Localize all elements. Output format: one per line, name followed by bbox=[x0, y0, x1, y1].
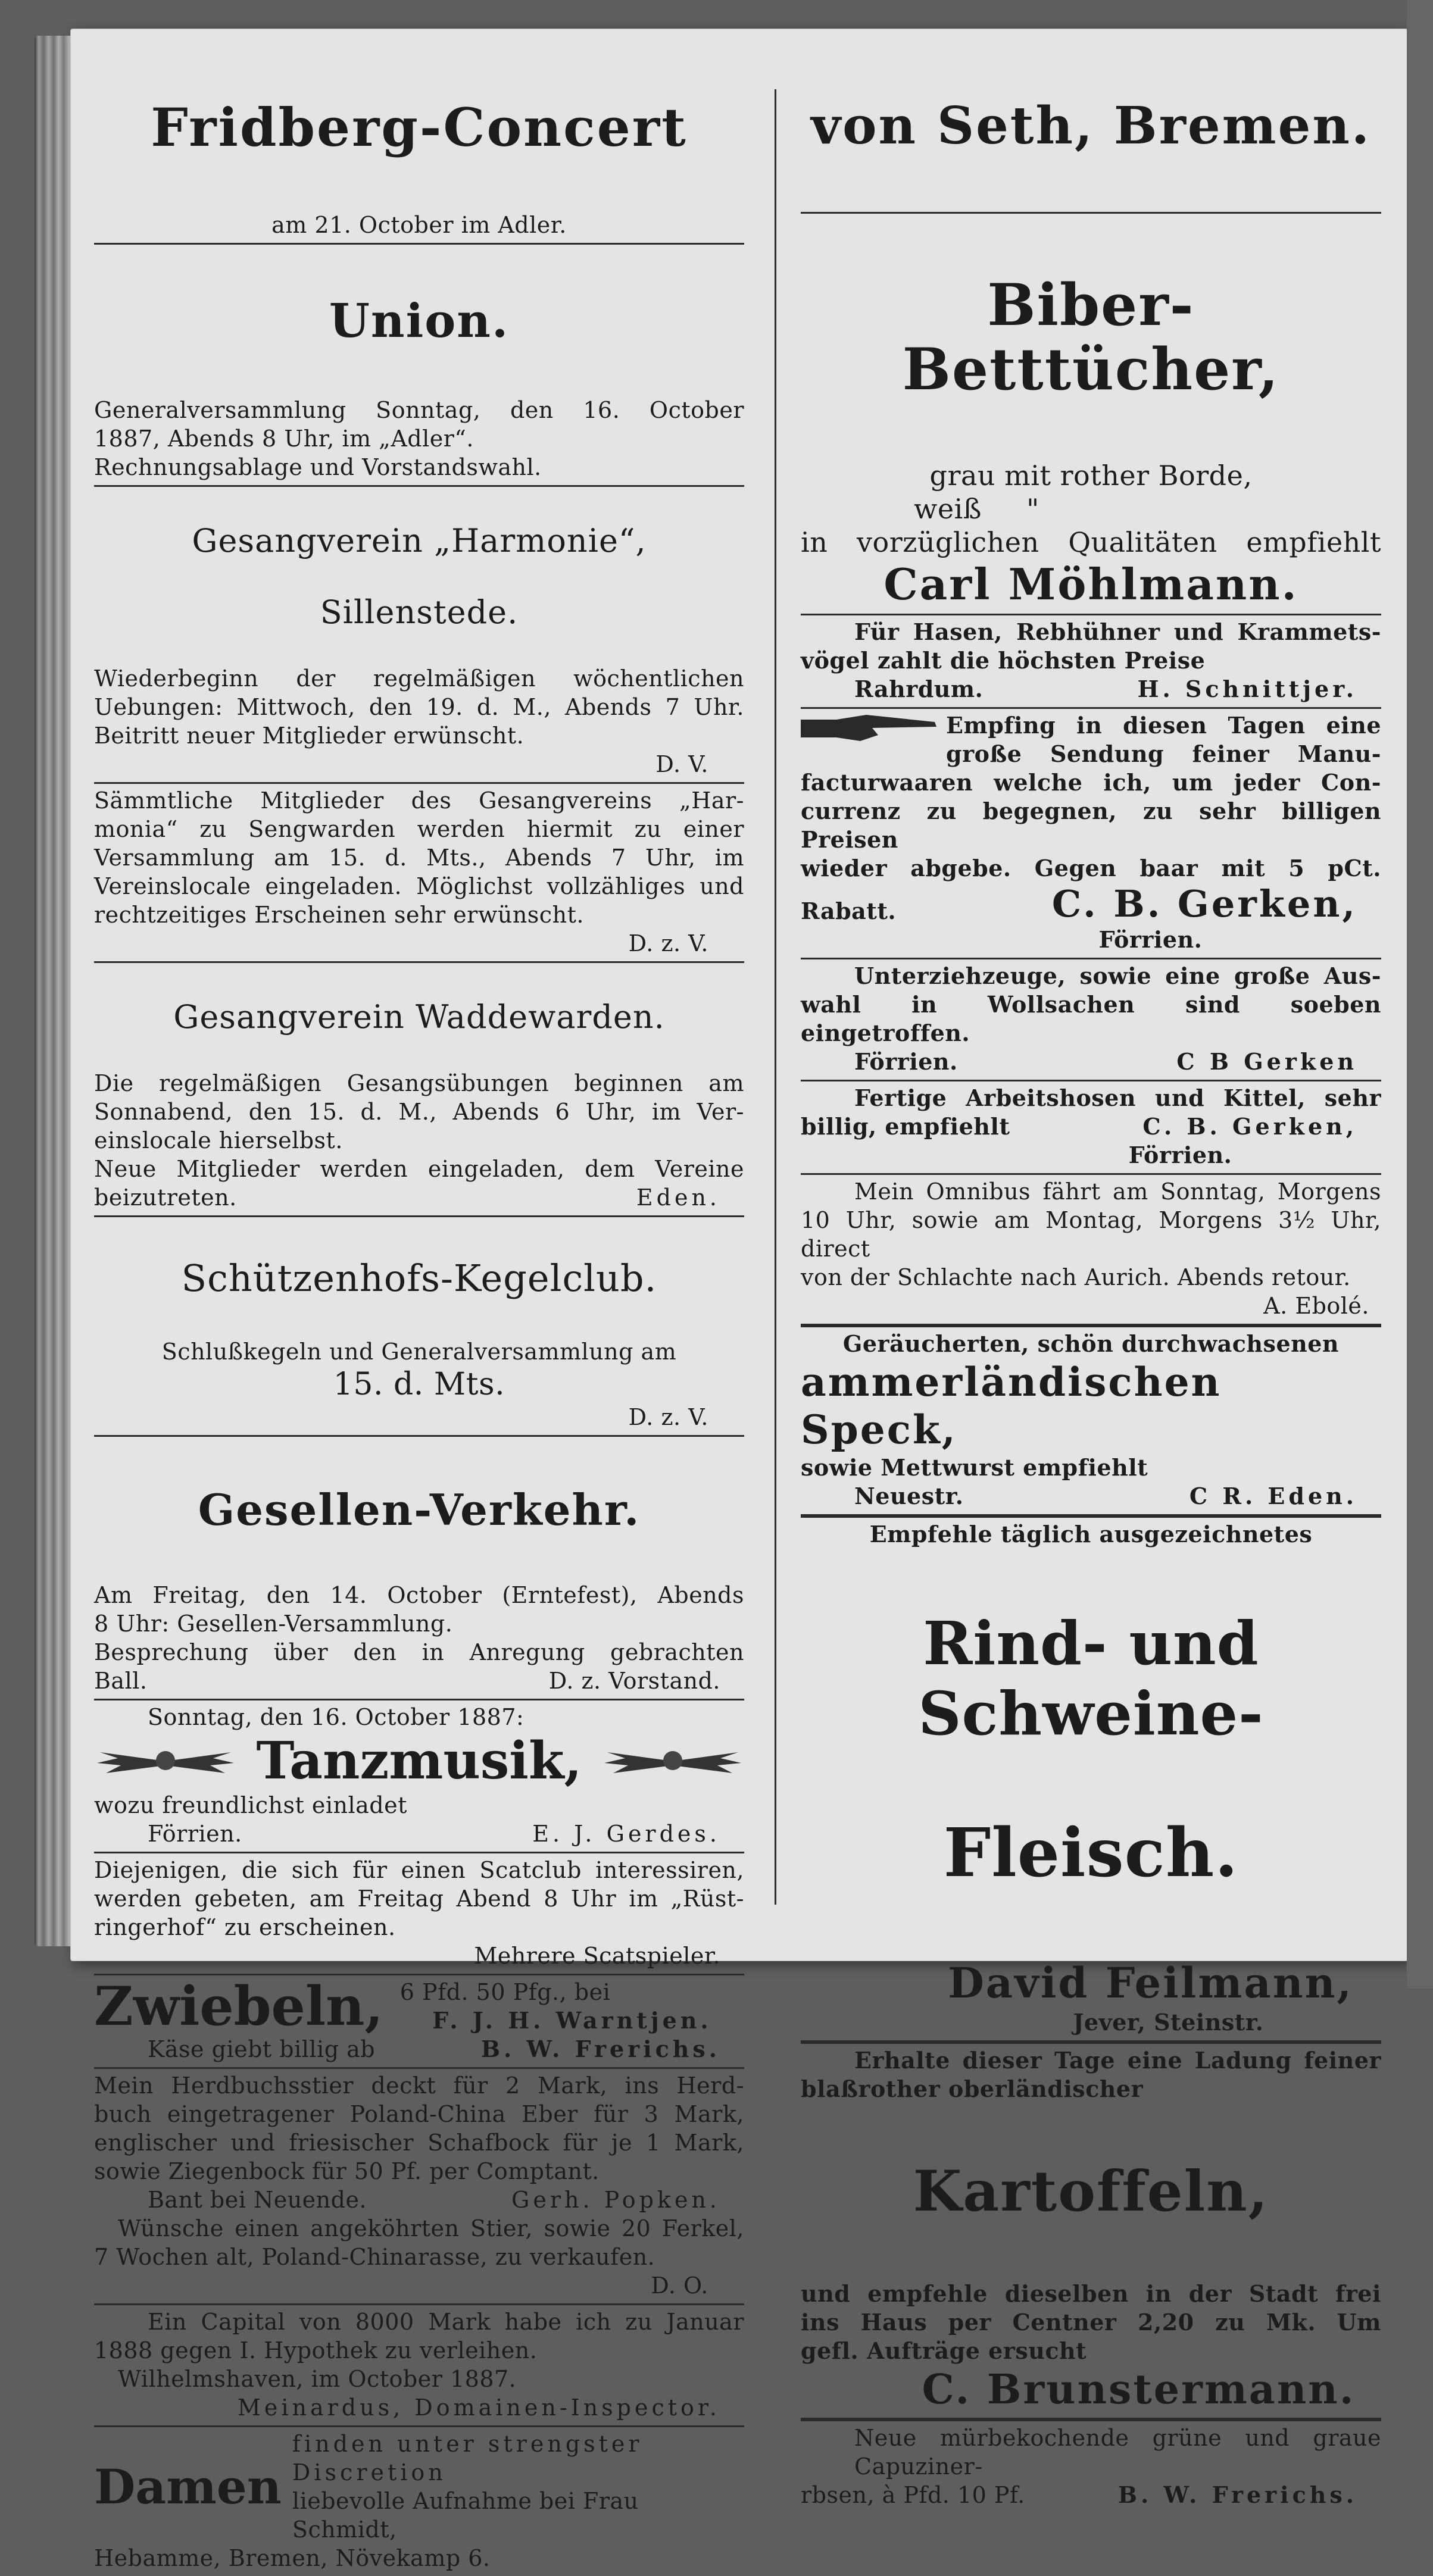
right-column bbox=[801, 42, 1381, 2513]
ad-line-pair bbox=[801, 883, 1381, 926]
ad-signature: A. Ebolé. bbox=[1263, 1293, 1369, 1319]
ad-line: Förrien. bbox=[148, 1821, 242, 1847]
ad-harmonie bbox=[94, 485, 744, 782]
ad-line: wozu freundlichst einladet bbox=[94, 1792, 407, 1818]
ad-line-pair bbox=[94, 1820, 744, 1848]
ad-tanzmusik bbox=[94, 1699, 744, 1852]
ad-signature: David Feilmann, bbox=[948, 1958, 1353, 2008]
ad-title: Biber-Betttücher, bbox=[902, 271, 1280, 403]
ad-line: buch eingetragener Poland-China Eber für 3 Mark, bbox=[94, 2101, 744, 2127]
ad-title: Schützenhofs-Kegelclub. bbox=[181, 1256, 657, 1300]
ad-title: Damen bbox=[94, 2459, 282, 2515]
ad-line: monia“ zu Sengwarden werden hiermit zu einer bbox=[94, 816, 744, 842]
ad-line: Besprechung über den in Anregung gebrachten bbox=[94, 1639, 744, 1665]
ad-line: Sonntag, den 16. October 1887: bbox=[148, 1704, 525, 1730]
ad-title: Gesangverein „Harmonie“, bbox=[192, 522, 647, 559]
ad-fleisch bbox=[801, 1514, 1381, 2040]
ad-line: 8 Uhr: Gesellen-Versammlung. bbox=[94, 1611, 453, 1637]
ad-kartoffeln bbox=[801, 2040, 1381, 2418]
ad-line-pair bbox=[94, 1183, 744, 1212]
ad-title-row bbox=[94, 1731, 744, 1791]
ad-title: Fridberg-Concert bbox=[151, 96, 688, 158]
ad-line: Wünsche einen angeköhrten Stier, sowie 20 Ferkel, bbox=[118, 2215, 744, 2242]
ad-line: 7 Wochen alt, Poland-Chinarasse, zu verkaufen. bbox=[94, 2244, 655, 2270]
ad-harmonia bbox=[94, 782, 744, 961]
ad-line: liebevolle Aufnahme bei Frau Schmidt, bbox=[292, 2488, 639, 2543]
ad-line: vögel zahlt die höchsten Preise bbox=[801, 647, 1206, 674]
ad-signature: C. B. Gerken, bbox=[1051, 882, 1357, 926]
ad-line: Fertige Arbeitshosen und Kittel, sehr bbox=[854, 1084, 1381, 1111]
ad-line: wahl in Wollsachen sind soeben eingetroffen. bbox=[801, 991, 1381, 1046]
ad-line: wieder abgebe. Gegen baar mit 5 pCt. bbox=[801, 855, 1381, 881]
ad-line: Erhalte dieser Tage eine Ladung feiner bbox=[854, 2047, 1381, 2074]
ad-line: am 21. October im Adler. bbox=[271, 212, 567, 238]
ad-line: Neuestr. bbox=[854, 1483, 964, 1509]
ad-line-pair bbox=[94, 1667, 744, 1695]
ad-signature: Mehrere Scatspieler. bbox=[474, 1943, 720, 1969]
ad-line-pair bbox=[94, 2186, 744, 2214]
ad-signature: D. O. bbox=[651, 2272, 708, 2299]
ad-signature: F. J. H. Warntjen. bbox=[432, 2007, 712, 2034]
ad-line: von der Schlachte nach Aurich. Abends retour. bbox=[801, 1264, 1351, 1290]
ad-signature: D. z. V. bbox=[628, 930, 708, 956]
ad-line: Unterziehzeuge, sowie eine große Aus- bbox=[854, 962, 1381, 989]
ad-line: Käse giebt billig ab bbox=[148, 2036, 376, 2062]
ad-line: 6 Pfd. 50 Pfg., bei bbox=[399, 1979, 611, 2005]
ad-line: sowie Mettwurst empfiehlt bbox=[801, 1454, 1148, 1481]
ad-line: Empfehle täglich ausgezeichnetes bbox=[869, 1521, 1313, 1548]
ad-line: gefl. Aufträge ersucht bbox=[801, 2337, 1087, 2364]
ad-hand-row bbox=[801, 711, 1381, 768]
ad-line: ins Haus per Centner 2,20 zu Mk. Um bbox=[801, 2309, 1381, 2336]
ad-title: ammerländischen Speck, bbox=[801, 1359, 1222, 1453]
ad-line-pair bbox=[801, 1482, 1381, 1511]
ad-signature: C R. Eden. bbox=[1189, 1483, 1357, 1509]
ad-line: rbsen, à Pfd. 10 Pf. bbox=[801, 2482, 1025, 2508]
ad-line: Förrien. bbox=[1128, 1142, 1232, 1168]
ad-gerken-arbeitshosen bbox=[801, 1080, 1381, 1173]
ad-line: Ball. bbox=[94, 1668, 148, 1694]
ad-line: finden unter strengster Discretion bbox=[292, 2431, 643, 2486]
ad-signature: C B Gerken bbox=[1176, 1048, 1357, 1075]
ad-line: englischer und friesischer Schafbock für je 1 Mark, bbox=[94, 2130, 744, 2156]
ad-line: grau mit rother Borde, bbox=[929, 459, 1253, 492]
ad-line-pair bbox=[801, 2481, 1381, 2509]
ad-title: Rind- und Schweine- bbox=[918, 1608, 1264, 1749]
ad-waddewarden bbox=[94, 961, 744, 1215]
scan-border bbox=[1407, 0, 1433, 1989]
ad-line: Geräucherten, schön durchwachsenen bbox=[842, 1330, 1340, 1357]
ad-capuziner bbox=[801, 2418, 1381, 2513]
ad-line-pair bbox=[801, 1112, 1381, 1141]
ad-signature: D. z. Vorstand. bbox=[548, 1668, 720, 1694]
ad-title: Union. bbox=[329, 294, 510, 348]
ad-line: Beitritt neuer Mitglieder erwünscht. bbox=[94, 723, 525, 749]
ad-line: Ein Capital von 8000 Mark habe ich zu Januar bbox=[148, 2309, 744, 2335]
ad-fridberg-concert bbox=[94, 42, 744, 243]
ad-line: currenz zu begegnen, zu sehr billigen Preisen bbox=[801, 798, 1381, 853]
ad-title: Fleisch. bbox=[943, 1814, 1239, 1892]
ad-title: von Seth, Bremen. bbox=[811, 96, 1371, 156]
ad-herdbuch bbox=[94, 2067, 744, 2303]
column-divider bbox=[775, 89, 776, 1905]
ad-line: beizutreten. bbox=[94, 1184, 237, 1211]
ad-line-pair bbox=[801, 675, 1381, 704]
ad-union bbox=[94, 243, 744, 485]
ad-line: Vereinslocale eingeladen. Möglichst vollzähliges und bbox=[94, 873, 744, 899]
ad-line: billig, empfiehlt bbox=[801, 1113, 1010, 1140]
ad-signature: D. z. V. bbox=[628, 1404, 708, 1430]
ad-line: Sonnabend, den 15. d. M., Abends 6 Uhr, im Ver- bbox=[94, 1099, 744, 1125]
ad-omnibus bbox=[801, 1173, 1381, 1324]
ad-line: Empfing in diesen Tagen eine bbox=[946, 712, 1381, 739]
ad-line: Förrien. bbox=[1098, 926, 1203, 953]
ad-line: Generalversammlung Sonntag, den 16. October bbox=[94, 397, 744, 423]
ad-line: werden gebeten, am Freitag Abend 8 Uhr im „Rüst- bbox=[94, 1886, 744, 1912]
ad-line: Versammlung am 15. d. Mts., Abends 7 Uhr, im bbox=[94, 845, 744, 871]
ad-gerken-manufacturwaaren bbox=[801, 707, 1381, 958]
ad-kegelclub bbox=[94, 1215, 744, 1435]
pointing-hand-icon bbox=[801, 711, 938, 745]
ad-line: Förrien. bbox=[854, 1048, 958, 1075]
ad-line: Schlußkegeln und Generalversammlung am bbox=[161, 1339, 677, 1365]
ad-title: Sillenstede. bbox=[320, 593, 519, 631]
ad-title: Gesangverein Waddewarden. bbox=[173, 998, 665, 1036]
ad-line-pair bbox=[801, 1048, 1381, 1076]
ad-line-pair bbox=[801, 492, 1381, 526]
ad-line: Mein Herdbuchsstier deckt für 2 Mark, ins Herd- bbox=[94, 2072, 744, 2099]
ad-title: Gesellen-Verkehr. bbox=[198, 1484, 641, 1535]
ad-line: Die regelmäßigen Gesangsübungen beginnen am bbox=[94, 1070, 744, 1096]
ad-line: Bant bei Neuende. bbox=[148, 2187, 367, 2213]
ad-line: sowie Ziegenbock für 50 Pf. per Comptant. bbox=[94, 2158, 600, 2184]
ad-scatclub bbox=[94, 1852, 744, 1974]
ad-line: ringerhof“ zu erscheinen. bbox=[94, 1914, 396, 1940]
ad-gesellen-verkehr bbox=[94, 1435, 744, 1699]
ad-line: Uebungen: Mittwoch, den 19. d. M., Abends 7 Uhr. bbox=[94, 694, 744, 720]
ad-line: Wilhelmshaven, im October 1887. bbox=[118, 2366, 517, 2392]
ad-capital bbox=[94, 2303, 744, 2425]
ad-line: Am Freitag, den 14. October (Erntefest), Abends bbox=[94, 1582, 744, 1608]
ad-line: Rahrdum. bbox=[854, 676, 984, 702]
ad-signature: D. V. bbox=[655, 751, 708, 777]
ad-signature: Eden. bbox=[636, 1184, 720, 1211]
ad-biber-betttuecher bbox=[801, 212, 1381, 614]
ad-line: Für Hasen, Rebhühner und Krammets- bbox=[854, 618, 1381, 645]
ad-line: große Sendung feiner Manu- bbox=[946, 740, 1381, 767]
left-column bbox=[94, 42, 744, 2576]
ad-title: Zwiebeln, bbox=[94, 1975, 383, 2038]
ad-line-pair bbox=[94, 2035, 744, 2064]
ad-title: Kartoffeln, bbox=[913, 2159, 1269, 2224]
ad-line: weiß bbox=[914, 493, 982, 525]
ad-signature: C. B. Gerken, bbox=[1142, 1113, 1357, 1140]
ad-zwiebeln bbox=[94, 1974, 744, 2067]
ad-line: Neue mürbekochende grüne und graue Capuziner- bbox=[854, 2425, 1381, 2480]
ad-line: Rabatt. bbox=[801, 898, 897, 924]
ad-title-row bbox=[94, 1975, 744, 2038]
ad-line: Diejenigen, die sich für einen Scatclub interessiren, bbox=[94, 1857, 744, 1883]
ad-title-row bbox=[94, 2430, 744, 2544]
ad-line: blaßrother oberländischer bbox=[801, 2075, 1144, 2102]
ad-signature: Gerh. Popken. bbox=[511, 2187, 720, 2213]
winged-cherub-icon bbox=[601, 1740, 744, 1782]
ad-von-seth bbox=[801, 42, 1381, 212]
winged-cherub-icon bbox=[94, 1740, 237, 1782]
ad-line: 1887, Abends 8 Uhr, im „Adler“. bbox=[94, 426, 474, 452]
ad-signature: B. W. Frerichs. bbox=[1117, 2481, 1357, 2508]
ad-line: Neue Mitglieder werden eingeladen, dem Vereine bbox=[94, 1156, 744, 1182]
ad-line: in vorzüglichen Qualitäten empfiehlt bbox=[801, 526, 1381, 558]
ad-gerken-wollsachen bbox=[801, 958, 1381, 1080]
ad-signature: H. Schnittjer. bbox=[1137, 676, 1357, 702]
ad-line: Hebamme, Bremen, Növekamp 6. bbox=[94, 2545, 491, 2571]
ad-line: 10 Uhr, sowie am Montag, Morgens 3½ Uhr, direct bbox=[801, 1207, 1381, 1262]
ad-signature: C. Brunstermann. bbox=[922, 2366, 1356, 2414]
ditto-mark: " bbox=[1026, 493, 1039, 525]
ad-speck bbox=[801, 1324, 1381, 1514]
ad-line: Rechnungsablage und Vorstandswahl. bbox=[94, 454, 542, 480]
ad-line: Jever, Steinstr. bbox=[1073, 2009, 1264, 2036]
ad-line: Mein Omnibus fährt am Sonntag, Morgens bbox=[854, 1178, 1381, 1205]
ad-line: und empfehle dieselben in der Stadt frei bbox=[801, 2280, 1381, 2307]
ad-line: rechtzeitiges Erscheinen sehr erwünscht. bbox=[94, 902, 584, 928]
ad-signature: B. W. Frerichs. bbox=[480, 2036, 720, 2062]
ad-line: Sämmtliche Mitglieder des Gesangvereins „Har- bbox=[94, 787, 744, 814]
ad-line: 15. d. Mts. bbox=[333, 1367, 505, 1402]
ad-line: facturwaaren welche ich, um jeder Con- bbox=[801, 769, 1381, 796]
ad-damen bbox=[94, 2425, 744, 2576]
ad-line: 1888 gegen I. Hypothek zu verleihen. bbox=[94, 2337, 538, 2364]
ad-line: Wiederbeginn der regelmäßigen wöchentlichen bbox=[94, 665, 744, 692]
ad-line: einslocale hierselbst. bbox=[94, 1127, 343, 1153]
ad-title: Tanzmusik, bbox=[256, 1731, 582, 1791]
ad-hasen bbox=[801, 614, 1381, 707]
ad-signature: Carl Möhlmann. bbox=[883, 559, 1298, 609]
ad-signature: E. J. Gerdes. bbox=[532, 1821, 720, 1847]
ad-signature: Meinardus, Domainen-Inspector. bbox=[237, 2394, 720, 2421]
